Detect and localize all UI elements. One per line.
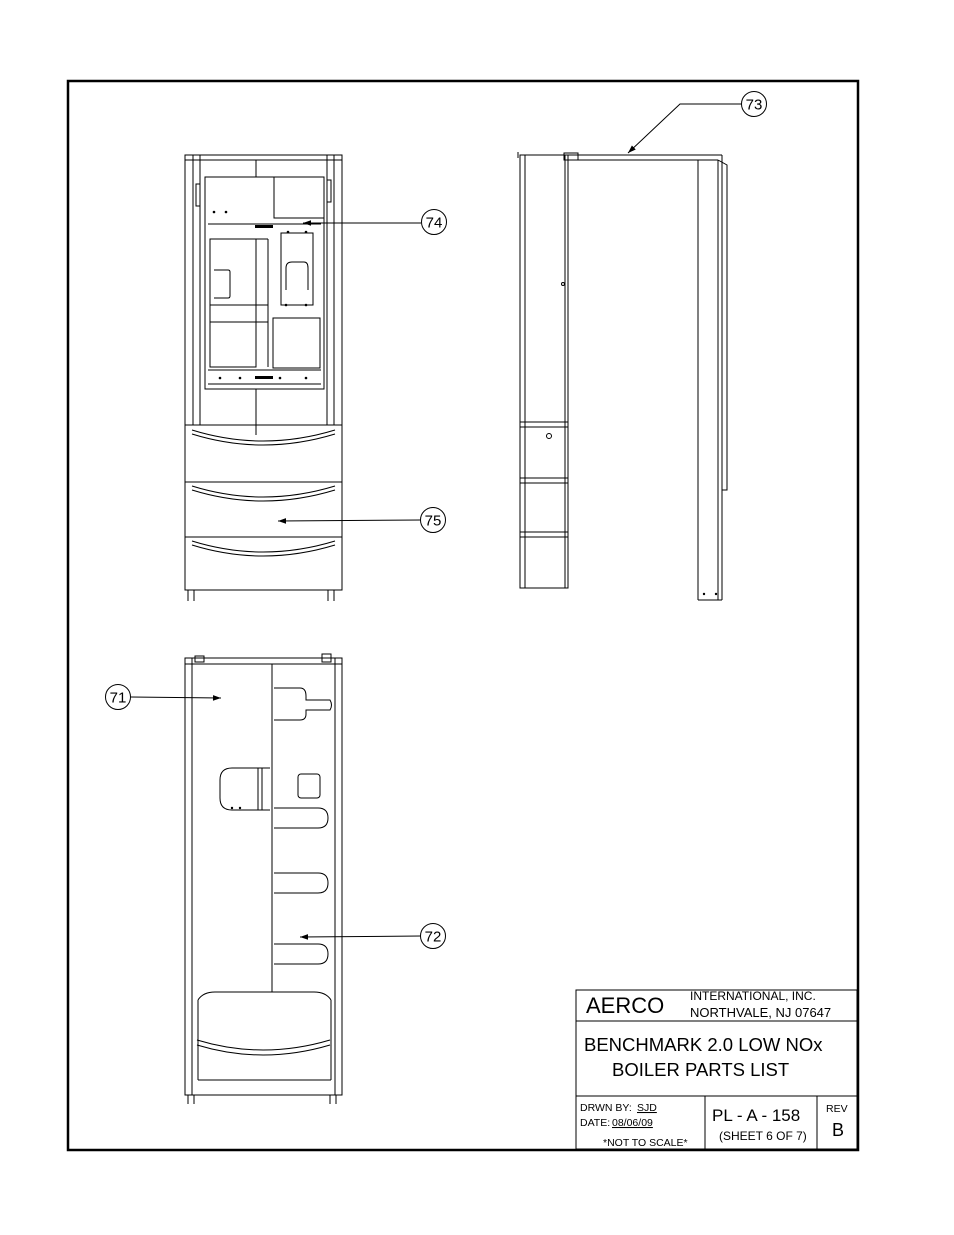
drawing-title-line-2: BOILER PARTS LIST (612, 1059, 790, 1080)
svg-text:71: 71 (109, 689, 127, 707)
side-view-boiler (518, 152, 727, 600)
rear-view-screws (231, 807, 241, 809)
drawing-title-line-1: BENCHMARK 2.0 LOW NOx (584, 1034, 823, 1055)
drawn-by-label: DRWN BY: (580, 1102, 632, 1114)
callout-74 (422, 210, 447, 235)
rev-label: REV (826, 1103, 848, 1115)
leader-75 (278, 520, 421, 521)
side-view-screws (703, 593, 717, 595)
svg-text:75: 75 (424, 512, 442, 530)
leader-73 (628, 104, 742, 153)
date-value: 08/06/09 (612, 1117, 653, 1129)
rear-view-boiler (185, 654, 342, 1104)
title-block (576, 989, 857, 1149)
sheet-number: (SHEET 6 OF 7) (719, 1129, 807, 1143)
leader-72 (300, 936, 421, 937)
callout-75 (421, 508, 446, 533)
drawn-by-value: SJD (637, 1102, 657, 1114)
leader-71 (131, 697, 221, 698)
company-line-1: INTERNATIONAL, INC. (690, 989, 816, 1003)
callout-73 (742, 92, 767, 117)
drawing-number: PL - A - 158 (712, 1106, 801, 1125)
date-label: DATE: (580, 1117, 611, 1129)
rev-value: B (832, 1120, 845, 1140)
callout-72 (421, 924, 446, 949)
svg-text:73: 73 (745, 96, 763, 114)
svg-text:72: 72 (424, 928, 442, 946)
callout-71 (106, 685, 131, 710)
company-line-2: NORTHVALE, NJ 07647 (690, 1005, 832, 1020)
front-view-screws (213, 211, 308, 380)
company-name: AERCO (586, 993, 665, 1018)
svg-text:74: 74 (425, 214, 443, 232)
scale-note: *NOT TO SCALE* (603, 1137, 688, 1149)
